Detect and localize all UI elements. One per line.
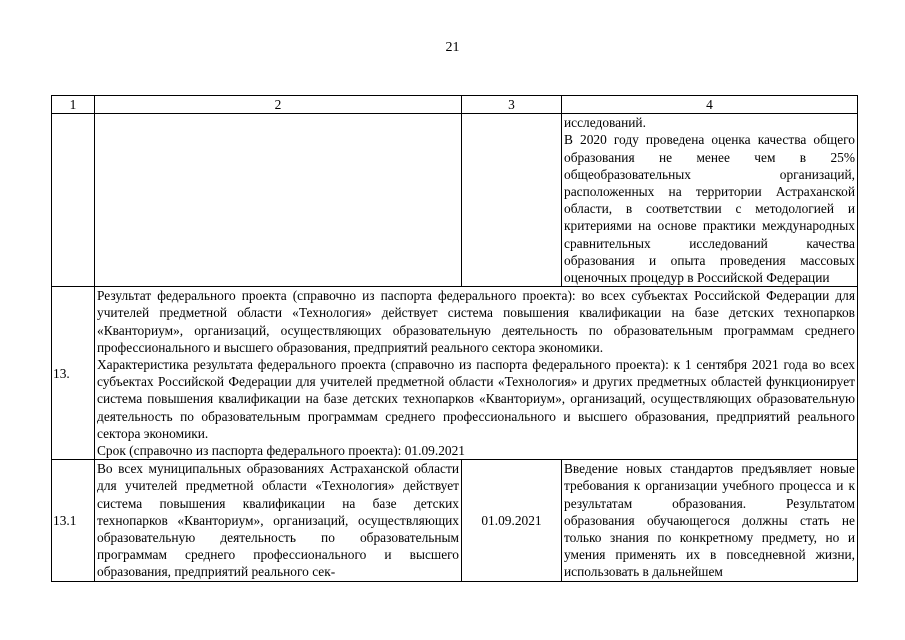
federal-characteristic-text: Характеристика результата федерального проекта (справочно из паспорта федерального проекта): к 1 сентября 2021 года во всех субъектах Российской Федерации для учителей предметной области «Технология» и других предметных областей функционирует система повышения квалификации на базе детских технопарков «Кванториум», организаций, осуществляющих образовательную деятельность по образовательным программам среднего профессионального и высшего образования, предприятий реального сектора экономики. <box>97 357 855 441</box>
continued-paragraph: В 2020 году проведена оценка качества общего образования не менее чем в 25% общеобразовательных организаций, расположенных на территории Астраханской области, в соответствии с методологией и критериями на основе практики международных сравнительных исследований качества образования и опыта проведения массовых оценочных процедур в Российской Федерации <box>564 132 855 286</box>
header-cell-4: 4 <box>562 96 858 114</box>
header-cell-3: 3 <box>462 96 562 114</box>
continued-description-cell <box>562 114 858 287</box>
row-13-1-deadline: 01.09.2021 <box>462 460 562 581</box>
continued-text-line: исследований. <box>564 115 646 131</box>
document-table <box>51 95 858 582</box>
continued-number-cell <box>52 114 95 287</box>
row-13-1-number: 13.1 <box>52 460 95 581</box>
row-13-merged-cell <box>95 287 858 460</box>
row-13-1-description: Введение новых стандартов предъявляет новые требования к организации учебного процесса и к результатам образования. Результатом образования обучающегося должны стать не только знания по конкретному предмету, но и умения применять их в повседневной жизни, использовать в дальнейшем <box>562 460 858 581</box>
header-cell-1: 1 <box>52 96 95 114</box>
row-13-number: 13. <box>52 287 95 460</box>
table-header-row <box>52 96 858 114</box>
continued-deadline-cell <box>462 114 562 287</box>
federal-deadline-text: Срок (справочно из паспорта федерального проекта): 01.09.2021 <box>97 443 465 459</box>
table-row-continued <box>52 114 858 287</box>
table-row-13-1 <box>52 460 858 581</box>
row-13-1-activity: Во всех муниципальных образованиях Астраханской области для учителей предметной области «Технология» действует система повышения квалификации на базе детских технопарков «Кванториум», организаций, осуществляющих образовательную деятельность по образовательным программам среднего профессионального и высшего образования, предприятий реального сек- <box>95 460 462 581</box>
page-number: 21 <box>445 40 460 55</box>
table-row-13 <box>52 287 858 460</box>
header-cell-2: 2 <box>95 96 462 114</box>
continued-activity-cell <box>95 114 462 287</box>
federal-result-text: Результат федерального проекта (справочно из паспорта федерального проекта): во всех субъектах Российской Федерации для учителей предметной области «Технология» действует система повышения квалификации на базе детских технопарков «Кванториум», организаций, осуществляющих образовательную деятельность по образовательным программам среднего профессионального и высшего образования, предприятий реального сектора экономики. <box>97 288 855 355</box>
